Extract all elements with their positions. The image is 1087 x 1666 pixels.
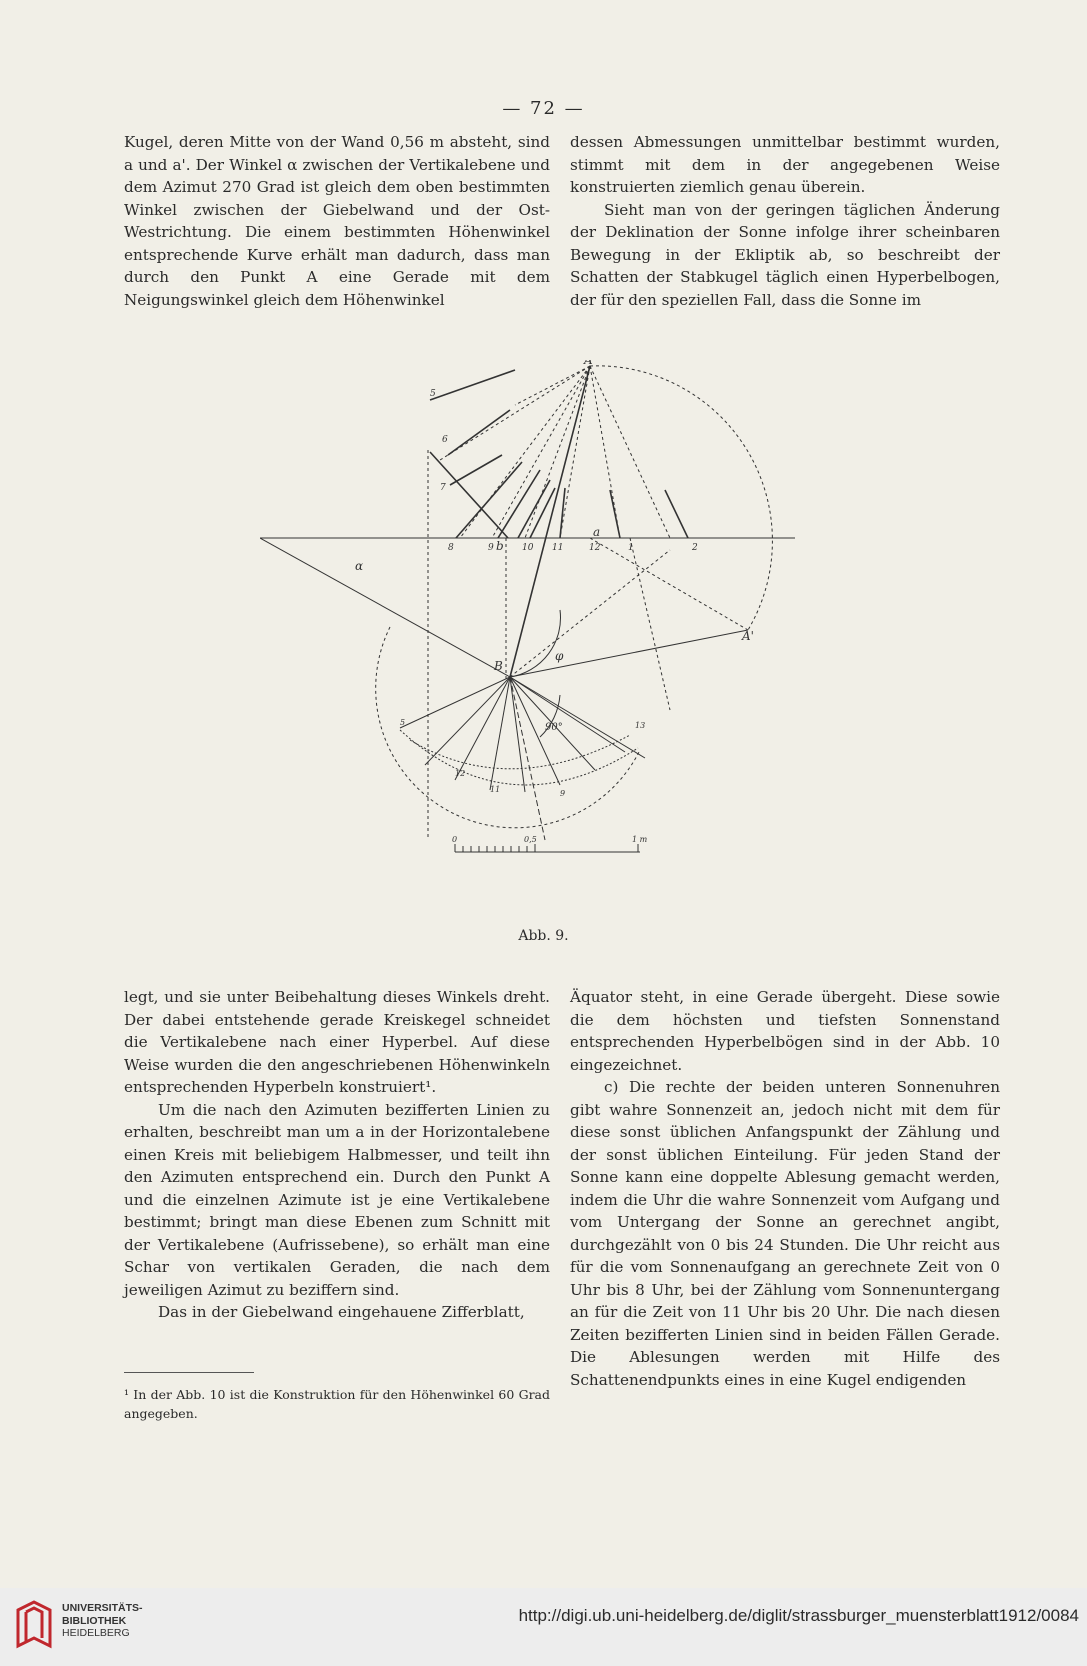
label-b: b xyxy=(496,539,504,553)
paragraph: Das in der Giebelwand eingehauene Zifferblatt, xyxy=(158,1303,525,1321)
left-column-bottom xyxy=(124,986,550,1324)
hyperbola-arc xyxy=(400,730,638,785)
label-arc-b: 12 xyxy=(455,769,466,778)
wall-line xyxy=(260,538,510,677)
label-az8: 8 xyxy=(448,543,454,553)
label-90: 90° xyxy=(545,722,563,733)
label-az9: 9 xyxy=(488,543,494,553)
label-scale-mid: 0,5 xyxy=(524,835,537,844)
label-alpha: α xyxy=(355,559,364,573)
label-phi: φ xyxy=(555,649,564,663)
right-column-bottom xyxy=(570,986,1000,1391)
label-B: B xyxy=(494,659,503,673)
label-arc-e: 13 xyxy=(635,721,646,730)
label-az2: 2 xyxy=(692,543,698,553)
label-az12: 12 xyxy=(589,543,601,553)
paragraph: c) Die rechte der beiden unteren Sonnenuhren gibt wahre Sonnenzeit an, jedoch nicht mit dem für diese sonst üblichen Anfangspunkt der Zählung und der sonst üblichen Einteilung. Für jeden Stand der Sonne kann eine doppelte Ablesung gemacht werden, indem die Uhr die wahre Sonnenzeit vom Aufgang und vom Untergang der Sonne an gerechnet angibt, durchgezählt von 0 bis 24 Stunden. Die Uhr reicht aus für die vom Sonnenaufgang an gerechnete Zeit von 0 Uhr bis 8 Uhr, bei der Zählung vom Sonnenuntergang an für die Zeit von 11 Uhr bis 20 Uhr. Die nach diesen Zeiten bezifferten Linien sind in beiden Fällen Gerade. Die Ablesungen werden mit Hilfe des Schattenendpunkts eines in eine Kugel endigenden xyxy=(570,1078,1000,1389)
paragraph: Um die nach den Azimuten bezifferten Linien zu erhalten, beschreibt man um a in der Horizontalebene einen Kreis mit beliebigem Halbmesser, und teilt ihn den Azimuten entsprechend ein. Durch den Punkt A und die einzelnen Azimute ist je eine Vertikalebene bestimmt; bringt man diese Ebenen zum Schnitt mit der Vertikalebene (Aufrissebene), so erhält man eine Schar von vertikalen Geraden, die nach dem jeweiligen Azimut zu beziffern sind. xyxy=(124,1100,550,1299)
figure-caption: Abb. 9. xyxy=(518,928,569,944)
hyperbola-lines xyxy=(430,370,688,538)
label-scale-0: 0 xyxy=(452,835,458,844)
figure-abb-9 xyxy=(260,360,820,904)
label-A: A xyxy=(584,360,593,367)
label-h6: 6 xyxy=(442,435,448,445)
label-arc-d: 9 xyxy=(560,789,566,798)
gnomon-line xyxy=(510,366,590,677)
footnote: ¹ In der Abb. 10 ist die Konstruktion für den Höhenwinkel 60 Grad angegeben. xyxy=(124,1387,550,1421)
sundial-construction-diagram xyxy=(260,360,820,900)
paragraph: Äquator steht, in eine Gerade übergeht. Diese sowie die dem höchsten und tiefsten Sonnenstand entsprechenden Hyperbelbögen sind in der Abb. 10 eingezeichnet. xyxy=(570,988,1000,1074)
library-line: HEIDELBERG xyxy=(62,1627,130,1639)
label-h7: 7 xyxy=(440,483,446,493)
paragraph: Kugel, deren Mitte von der Wand 0,56 m absteht, sind a und a'. Der Winkel α zwischen der Vertikalebene und dem Azimut 270 Grad ist gleich dem oben bestimmten Winkel zwischen der Giebelwand und der Ost-Westrichtung. Die einem bestimmten Höhenwinkel entsprechende Kurve erhält man dadurch, dass man durch den Punkt A eine Gerade mit dem Neigungswinkel gleich dem Höhenwinkel xyxy=(124,133,550,309)
label-az11: 11 xyxy=(552,543,564,553)
line-b-aprime xyxy=(510,630,748,677)
paragraph: Sieht man von der geringen täglichen Änderung der Deklination der Sonne infolge ihrer scheinbaren Bewegung in der Ekliptik ab, so beschreibt der Schatten der Stabkugel täglich einen Hyperbelbogen, der für den speziellen Fall, dass die Sonne im xyxy=(570,200,1000,309)
digitization-footer xyxy=(0,1588,1087,1666)
scale-ticks xyxy=(455,844,638,852)
paragraph: dessen Abmessungen unmittelbar bestimmt wurden, stimmt mit dem in der angegebenen Weise konstruierten ziemlich genau überein. xyxy=(570,133,1000,196)
source-url-link[interactable]: http://digi.ub.uni-heidelberg.de/diglit/strassburger_muensterblatt1912/0084 xyxy=(518,1606,1079,1625)
construction-lines xyxy=(376,366,773,840)
library-logo-icon xyxy=(14,1598,54,1650)
label-scale-end: 1 m xyxy=(632,835,648,844)
paragraph: legt, und sie unter Beibehaltung dieses Winkels dreht. Der dabei entstehende gerade Kreiskegel schneidet die Vertikalebene nach einer Hyperbel. Auf diese Weise wurden die den angeschriebenen Höhenwinkeln entsprechenden Hyperbeln konstruiert¹. xyxy=(124,988,550,1096)
footnote-rule xyxy=(124,1372,254,1373)
page-number: — 72 — xyxy=(502,98,585,119)
label-arc-c: 11 xyxy=(490,785,501,794)
label-az10: 10 xyxy=(522,543,534,553)
label-h5: 5 xyxy=(430,389,436,399)
label-a: a xyxy=(593,525,601,539)
sun-ray-fan xyxy=(400,677,645,840)
label-A-prime: A' xyxy=(742,629,754,643)
label-az1: 1 xyxy=(628,543,634,553)
library-name xyxy=(62,1602,143,1640)
library-line: UNIVERSITÄTS- xyxy=(62,1602,143,1614)
right-column-top xyxy=(570,131,1000,311)
left-column-top xyxy=(124,131,550,311)
label-arc-a: 5 xyxy=(400,718,406,727)
library-line: BIBLIOTHEK xyxy=(62,1614,127,1627)
